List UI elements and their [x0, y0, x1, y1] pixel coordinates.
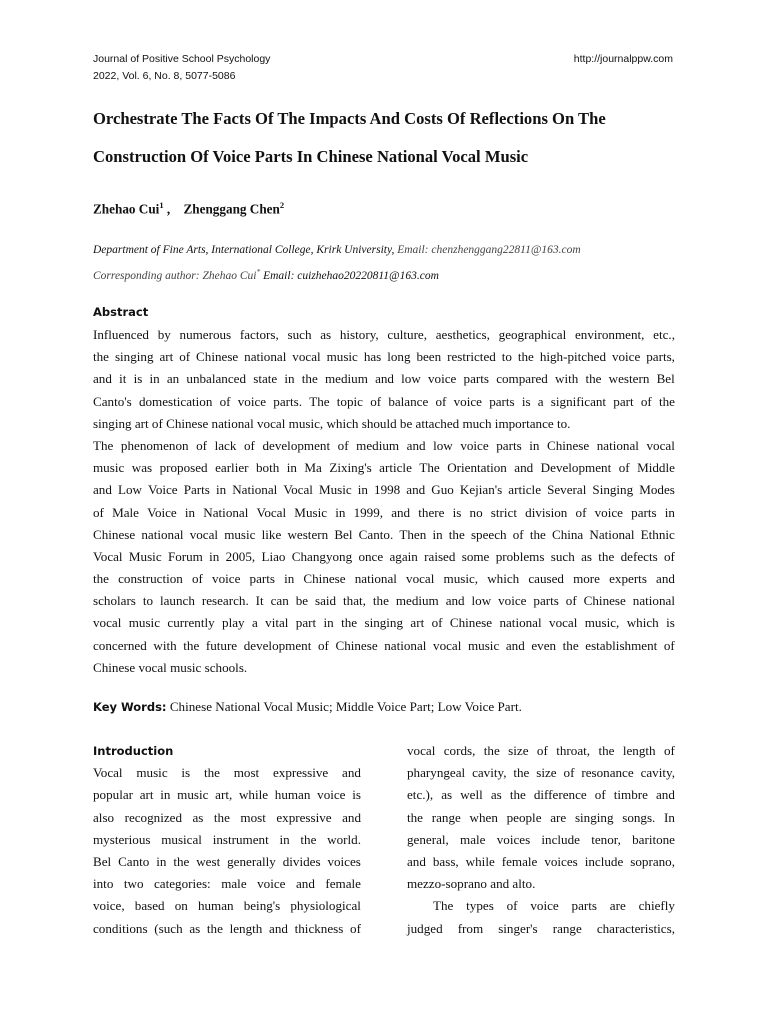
text-line: Bel Canto in the west generally divides voices: [93, 853, 361, 869]
text-line: general, male voices include tenor, baritone: [407, 831, 675, 847]
text-line: etc.), as well as the difference of timbre and: [407, 787, 675, 803]
author-name: Zhehao Cui: [93, 201, 160, 217]
introduction-heading: Introduction: [93, 744, 174, 758]
text-line: Chinese national vocal music like western Bel Canto. Then in the speech of the China National Ethnic: [93, 526, 675, 542]
text-line: the singing art of Chinese national vocal music has long been restricted to the high-pitched voice parts,: [93, 349, 675, 365]
title-line: Construction Of Voice Parts In Chinese National Vocal Music: [93, 147, 529, 166]
keywords-label: Key Words:: [93, 700, 167, 714]
text-line: popular art in music art, while human voice is: [93, 787, 361, 803]
abstract-body: [93, 324, 675, 679]
text-line: scholars to launch research. It can be said that, the medium and low voice parts of Chinese national: [93, 593, 675, 609]
journal-volume: 2022, Vol. 6, No. 8, 5077-5086: [93, 70, 236, 82]
text-line: music was proposed earlier both in Ma Zixing's article The Orientation and Development of Middle: [93, 460, 675, 476]
text-line: of Male Voice in National Vocal Music in 1999, and there is no strict division of voice parts in: [93, 504, 675, 520]
corresponding-author: Corresponding author: Zhehao Cui: [93, 269, 257, 282]
affiliation-email[interactable]: chenzhenggang22811@163.com: [431, 244, 581, 256]
author-separator: ,: [166, 201, 171, 217]
text-line: conditions (such as the length and thickness of: [93, 920, 361, 936]
text-line: Canto's domestication of voice parts. The topic of balance of voice parts is a significant part of the: [93, 393, 675, 409]
text-line: The types of voice parts are chiefly: [433, 898, 675, 914]
text-line: the construction of voice parts in Chinese national vocal music, which caused more experts and: [93, 571, 675, 587]
text-line: also recognized as the most expressive and: [93, 809, 361, 825]
corresponding-mark: *: [256, 267, 261, 276]
author-affiliation-mark: 1: [159, 200, 164, 210]
text-line: Vocal Music Forum in 2005, Liao Changyong once again raised some problems such as the defects of: [93, 548, 675, 564]
corresponding-email[interactable]: Email: cuizhehao20220811@163.com: [263, 269, 439, 282]
introduction-right-column: [407, 740, 675, 940]
text-line: and it is in an unbalanced state in the medium and low voice parts compared with the western Bel: [93, 371, 675, 387]
text-line: into two categories: male voice and female: [93, 876, 361, 892]
journal-url[interactable]: http://journalppw.com: [573, 53, 673, 65]
text-line: Vocal music is the most expressive and: [93, 765, 361, 781]
text-line: and bass, while female voices include soprano,: [407, 853, 675, 869]
text-line: the range when people are singing songs. In: [407, 809, 675, 825]
text-line: mezzo-soprano and alto.: [407, 876, 536, 892]
paper-title: [93, 100, 693, 176]
text-line: voice, based on human being's physiological: [93, 898, 361, 914]
journal-name: Journal of Positive School Psychology: [93, 53, 271, 65]
affiliation-block: [93, 240, 693, 287]
keywords-text: Chinese National Vocal Music; Middle Voice Part; Low Voice Part.: [169, 699, 522, 714]
author-list: [93, 196, 284, 218]
introduction-left-column: [93, 740, 361, 940]
text-line: judged from singer's range characteristics,: [407, 920, 675, 936]
text-line: vocal music currently play a vital part in the singing art of Chinese national vocal music, which is: [93, 615, 675, 631]
running-header: [93, 51, 673, 85]
text-line: Influenced by numerous factors, such as history, culture, aesthetics, geographical environment, etc.,: [93, 327, 675, 342]
author-affiliation-mark: 2: [279, 200, 285, 210]
text-line: Chinese vocal music schools.: [93, 659, 248, 675]
text-line: concerned with the future development of Chinese national vocal music and even the establishment of: [93, 637, 675, 653]
affiliation-department: Department of Fine Arts, International College, Krirk University,: [93, 244, 395, 256]
text-line: The phenomenon of lack of development of medium and low voice parts in Chinese national vocal: [93, 437, 675, 453]
text-line: singing art of Chinese national vocal music, which should be attached much importance to.: [93, 415, 571, 431]
text-line: pharyngeal cavity, the size of resonance cavity,: [407, 765, 675, 781]
keywords: [93, 697, 522, 717]
affiliation-email-label: Email:: [397, 244, 429, 256]
title-line: Orchestrate The Facts Of The Impacts And Costs Of Reflections On The: [93, 109, 606, 128]
text-line: mysterious musical instrument in the world.: [93, 831, 361, 847]
abstract-heading: Abstract: [93, 305, 149, 319]
text-line: and Low Voice Parts in National Vocal Music in 1998 and Guo Kejian's article Several Singing Modes: [93, 482, 675, 498]
author-name: Zhenggang Chen: [183, 201, 280, 217]
text-line: vocal cords, the size of throat, the length of: [407, 743, 675, 758]
